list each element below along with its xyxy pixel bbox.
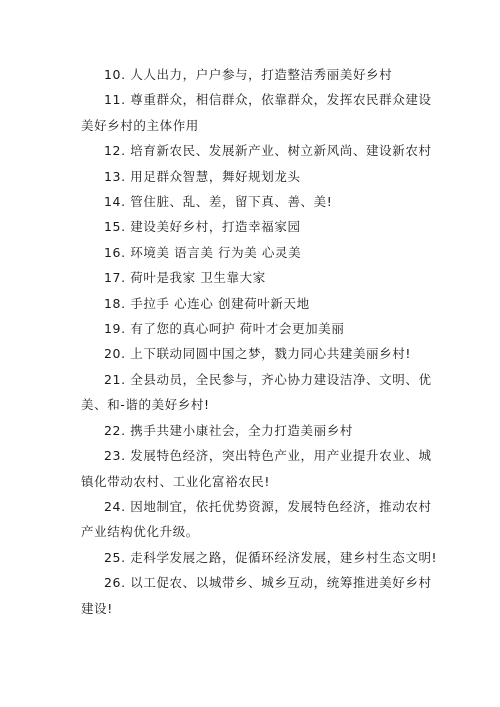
slogan-12: 12. 培育新农民、发展新产业、树立新风尚、建设新农村: [104, 143, 432, 159]
slogan-20: 20. 上下联动同圆中国之梦，戮力同心共建美丽乡村!: [104, 346, 411, 362]
slogan-19: 19. 有了您的真心呵护 荷叶才会更加美丽: [104, 321, 345, 337]
slogan-26: 26. 以工促农、以城带乡、城乡互动，统筹推进美好乡村建设!: [81, 575, 432, 616]
slogan-25: 25. 走科学发展之路，促循环经济发展，建乡村生态文明!: [104, 549, 438, 565]
slogan-22: 22. 携手共建小康社会，全力打造美丽乡村: [104, 422, 353, 438]
slogan-14: 14. 管住脏、乱、差，留下真、善、美!: [104, 194, 333, 210]
slogan-23: 23. 发展特色经济，突出特色产业，用产业提升农业、城镇化带动农村、工业化富裕农民!: [81, 448, 432, 489]
slogan-24: 24. 因地制宜，依托优势资源，发展特色经济，推动农村产业结构优化升级。: [81, 498, 432, 540]
slogan-10: 10. 人人出力，户户参与，打造整洁秀丽美好乡村: [104, 67, 393, 82]
slogan-15: 15. 建设美好乡村，打造幸福家园: [104, 219, 301, 235]
slogan-16: 16. 环境美 语言美 行为美 心灵美: [104, 244, 302, 260]
slogan-21: 21. 全县动员，全民参与，齐心协力建设洁净、文明、优美、和-谐的美好乡村!: [81, 371, 432, 413]
slogan-18: 18. 手拉手 心连心 创建荷叶新天地: [104, 295, 310, 311]
slogan-13: 13. 用足群众智慧，舞好规划龙头: [104, 168, 301, 184]
slogan-list: [81, 62, 439, 621]
slogan-17: 17. 荷叶是我家 卫生靠大家: [104, 270, 266, 286]
slogan-11: 11. 尊重群众，相信群众，依靠群众，发挥农民群众建设美好乡村的主体作用: [81, 92, 432, 133]
